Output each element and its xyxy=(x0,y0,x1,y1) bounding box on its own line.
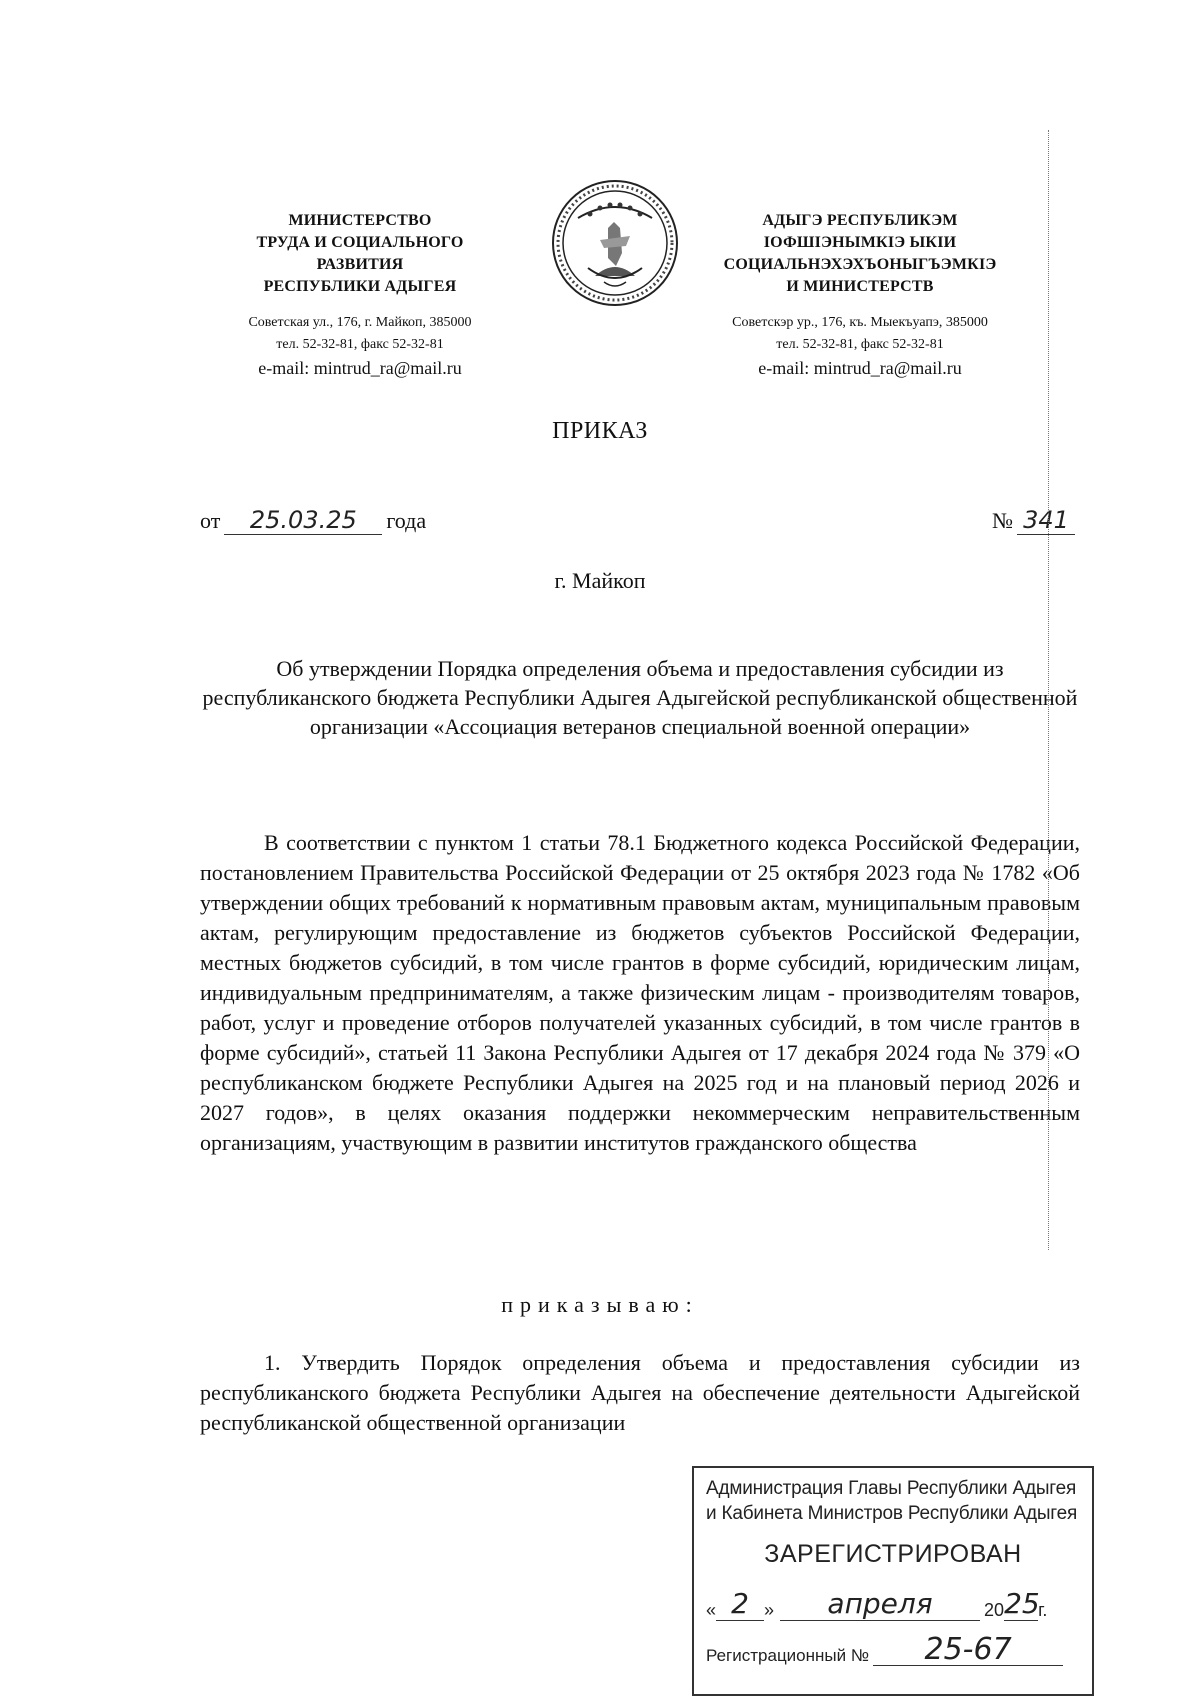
org-name-line: РЕСПУБЛИКИ АДЫГЕЯ xyxy=(263,278,457,295)
org-name-line: СОЦИАЛЬНЭХЭХЪОНЫГЪЭМКІЭ xyxy=(723,256,997,273)
stamp-year-prefix: 20 xyxy=(984,1600,1005,1620)
registration-stamp xyxy=(692,1466,1094,1696)
scan-margin-dots xyxy=(1048,130,1051,1250)
document-subject: Об утверждении Порядка определения объема и предоставления субсидии из республиканского бюджета Республики Адыгея Адыгейской республиканской общественной организации «Ассоциация ветеранов специальной военной операции» xyxy=(202,656,1078,739)
date-prefix: от xyxy=(200,508,221,533)
org-name-line: РАЗВИТИЯ xyxy=(316,256,404,273)
number-prefix: № xyxy=(992,508,1013,533)
order-item-text: 1. Утвердить Порядок определения объема и предоставления субсидии из республиканского бюджета Республики Адыгея на обеспечение деятельности Адыгейской республиканской общественной организации xyxy=(200,1350,1080,1435)
header-right-block xyxy=(690,210,1030,380)
stamp-date xyxy=(694,1587,1092,1621)
org-phones: тел. 52-32-81, факс 52-32-81 xyxy=(776,337,944,352)
org-email: e-mail: mintrud_ra@mail.ru xyxy=(258,358,462,378)
date-value: 25.03.25 xyxy=(224,506,382,535)
order-item-1 xyxy=(200,1348,1080,1438)
org-phones: тел. 52-32-81, факс 52-32-81 xyxy=(276,337,444,352)
stamp-authority-line: и Кабинета Министров Республики Адыгея xyxy=(706,1503,1078,1524)
org-address: Советскэр ур., 176, къ. Мыекъуапэ, 385000 xyxy=(732,315,988,330)
header-left-block xyxy=(210,210,510,380)
org-name-line: АДЫГЭ РЕСПУБЛИКЭМ xyxy=(762,212,958,229)
document-date xyxy=(200,506,426,535)
stamp-reg-label: Регистрационный № xyxy=(706,1646,870,1665)
stamp-year-suffix: 25 xyxy=(1004,1587,1040,1620)
document-city: г. Майкоп xyxy=(554,568,646,593)
stamp-month: апреля xyxy=(780,1587,980,1621)
preamble-paragraph: В соответствии с пунктом 1 статьи 78.1 Бюджетного кодекса Российской Федерации, постановлением Правительства Российской Федерации от 25 октября 2023 года № 1782 «Об утверждении общих требований к нормативным правовым актам, муниципальным правовым актам, регулирующим предоставление из бюджетов субъектов Российской Федерации, местных бюджетов субсидий, в том числе грантов в форме субсидий, юридическим лицам, индивидуальным предпринимателям, а также физическим лицам - производителям товаров, работ, услуг и проведение отборов получателей указанных субсидий, в том числе грантов в форме субсидий», статьей 11 Закона Республики Адыгея от 17 декабря 2024 года № 379 «О республиканском бюджете Республики Адыгея на 2025 год и на плановый период 2026 и 2027 годов», в целях оказания поддержки некоммерческим неправительственным организациям, участвующим в развитии институтов гражданского общества xyxy=(200,830,1080,1155)
order-word: приказываю: xyxy=(501,1292,699,1317)
stamp-reg-number: 25-67 xyxy=(873,1635,1063,1666)
org-address: Советская ул., 176, г. Майкоп, 385000 xyxy=(248,315,472,330)
org-name-line: ТРУДА И СОЦИАЛЬНОГО xyxy=(256,234,464,251)
org-name-line: ІОФШІЭНЫМКІЭ ЫКІИ xyxy=(763,234,957,251)
document-title: ПРИКАЗ xyxy=(552,418,648,444)
number-value: 341 xyxy=(1017,506,1075,535)
stamp-quote-open: « xyxy=(706,1600,717,1620)
org-name-line: И МИНИСТЕРСТВ xyxy=(786,278,934,295)
preamble-block xyxy=(200,828,1080,1158)
stamp-title: ЗАРЕГИСТРИРОВАН xyxy=(764,1540,1022,1568)
document-number xyxy=(992,506,1075,535)
stamp-year-unit: г. xyxy=(1038,1600,1048,1620)
org-name-line: МИНИСТЕРСТВО xyxy=(288,212,432,229)
org-email: e-mail: mintrud_ra@mail.ru xyxy=(758,358,962,378)
stamp-registration xyxy=(694,1632,1092,1667)
date-suffix: года xyxy=(386,508,427,533)
stamp-quote-close: » xyxy=(764,1600,775,1620)
coat-of-arms-icon xyxy=(550,178,680,308)
stamp-day: 2 xyxy=(716,1587,764,1621)
stamp-authority-line: Администрация Главы Республики Адыгея xyxy=(706,1478,1077,1499)
